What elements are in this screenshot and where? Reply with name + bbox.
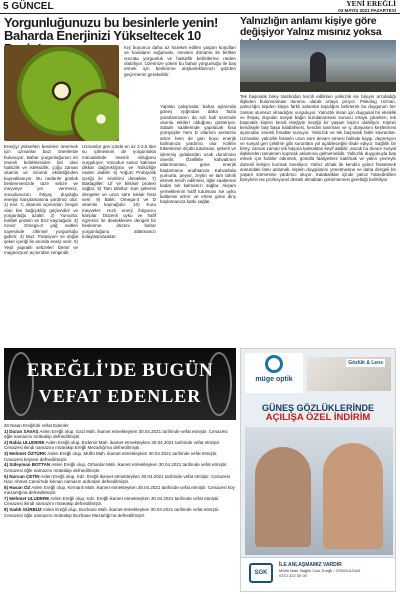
obituary-banner bbox=[4, 348, 236, 420]
banner-line-1: EREĞLİ'DE BUGÜN bbox=[26, 360, 214, 381]
lonely-person-photo bbox=[240, 40, 396, 92]
ad-line-2: AÇILIŞA ÖZEL İNDİRİM bbox=[265, 412, 371, 423]
ad-contact: İLE ANLAŞMAMIZ VARDIR Müftü Mah. Bağlık Cad. Ereğli / ZONGULDAK 0372 322 00 00 bbox=[279, 562, 361, 578]
list-item: 5) Nurcan ÇETİN Aslen Ereğli olup, Kdz. Ereğli ikamet etmekteyken 30.04.2021 tarihinde vefat etmiştir. Cenazesi Hacı Ahmet Camii'nde kılınan namazın ardından defnedilmiştir. bbox=[4, 473, 230, 484]
list-item: 2) Rabia ULUDERE Aslen Ereğli olup, Erdemir Mah. ikamet etmekteyken 30.04.2021 tarihinde vefat etmiştir. Cenazesi ikindi namazını müteakip Ereğli Mezarlığı'na defnedilmiştir. bbox=[4, 440, 221, 451]
main-column-2: Uzmanlar gün içinde en az 2-2,5 litre su içilmesinin de yorgunlukla mücadelede önemli olduğunu vurguluyor. Vücudun susuz kalması dikkat dağınıklığına ve halsizliğe neden olabilir. 6) Yoğurt: Probiyotik içeriği ile sindirimi destekler. 7) Baklagiller: Lif ve bitkisel protein sağlar. 8) Tam tahıllar: Kan şekerini dengeler ve uzun süre tokluk hissi verir. 9) Balık: Omega-3 ve D vitamini kaynağıdır. 10) Kuru meyveler: Hızlı enerji ihtiyacını karşılar. Düzenli uyku ve hafif egzersiz ile desteklenen dengeli bir beslenme düzeni bahar yorgunluğunu atlatmanızı kolaylaştıracaktır. bbox=[82, 144, 156, 240]
sgk-logo: SGK bbox=[249, 563, 273, 583]
eye-logo-icon bbox=[265, 355, 283, 373]
ad-line-1: GÜNEŞ GÖZLÜKLERİNDE bbox=[261, 403, 374, 413]
ad-tag: Gözlük & Lens bbox=[348, 360, 383, 366]
list-item: 8) Sadık GÜRBÜZ Aslen Ereğli olup, Bozhane Mah. ikamet etmekteyken 30.04.2021 tarihinde vefat etmiştir. Cenazesi öğle namazını müteakip Bozhane Mezarlığı'na defnedilmiştir. bbox=[4, 507, 220, 518]
optik-logo bbox=[245, 353, 303, 393]
list-item: 4) Süleyman BOTTAN Aslen Ereğli olup, Orhanlar Mah. ikamet etmekteyken 30.04.2021 tarihinde vefat etmiştir. Cenazesi öğle namazını müteakip defnedilmiştir. bbox=[4, 462, 228, 473]
glasses-photo bbox=[307, 357, 391, 391]
main-lead: Kış boyunca daha az hareket edilen yaşam koşulları ve havaların soğuması, mevsim dönümü ile birlikte vücutta yorgunluk ve halsizlik belirtilerine neden olabiliyor. Üzerinize çöken bu bahar yorgunluğu ile baş etmek için beslenme alışkanlıklarınızı gözden geçirmeniz gerekebilir. bbox=[124, 45, 236, 77]
page-header bbox=[0, 0, 400, 14]
list-item: 3) Mehmet ÖZTÜRK Aslen Ereğli olup, Müftü Mah. ikamet etmekteyken 30.04.2021 tarihinde vefat etmiştir. Cenazesi köyüne defnedilmiştir. bbox=[4, 451, 218, 462]
banner-line-2: VEFAT EDENLER bbox=[38, 386, 202, 406]
optician-advertisement bbox=[240, 348, 396, 592]
side-headline: Yalnızlığın anlamı kişiye göre değişiyor Yalnız mısınız yoksa bbox=[240, 15, 382, 38]
kiwi-photo bbox=[4, 45, 119, 141]
main-headline: Yorgunluğunuzu bu besinlerle yenin! Baharda Enerjinizi Yükseltecek 10 bbox=[4, 15, 218, 43]
list-item: 6) Hasan ÖZ Aslen Ereğli olup, Kirmanlı Mah. ikamet etmekteyken 30.04.2021 tarihinde vefat etmiştir. Cenazesi köy mezarlığına defnedilmiştir. bbox=[4, 484, 235, 496]
page-number: 5 GÜNCEL bbox=[3, 1, 54, 12]
list-item: 1) Duran SAVAŞ Aslen Ereğli olup, Gazi Mah. ikamet etmekteyken 30.04.2021 tarihinde vefat etmiştir. Cenazesi öğle namazını müteakip defnedilmiştir. bbox=[4, 428, 228, 440]
ad-footer bbox=[241, 557, 395, 591]
obituary-list bbox=[4, 423, 236, 591]
list-item: 7) Mehmet ULUDERE Aslen Ereğli olup, Kdz. Ereğli ikamet etmekteyken 30.04.2021 tarihinde vefat etmiştir. Cenazesi ikindi namazını müteakip defnedilmiştir. bbox=[4, 495, 220, 507]
obituary-heading: 30 Nisan Ereğli'de Vefat Edenler bbox=[4, 423, 69, 428]
main-column-1: Enerjiyi yükselten besinleri önermek için uzmanlar bazı önerilerde bulunuyor. Bahar yorgunluğunun en önemli belirtilerinden biri olan halsizlik ve isteksizlik, çoğu zaman vitamin ve mineral eksikliğinden kaynaklanıyor. Bu nedenle günlük beslenmenizde taze sebze ve meyveye yer vermeniz, vücudunuzun ihtiyaç duyduğu enerjiyi karşılamasına yardımcı olur. 1) Kivi: C vitamini açısından zengin olan kivi bağışıklığı güçlendirir ve yorgunluğu azaltır. 2) Yumurta: Kaliteli protein ve B12 kaynağıdır. 3) Ceviz: Omega-3 yağ asitleri sayesinde zihinsel yorgunluğu giderir. 4) Muz: Potasyum ve doğal şeker içeriği ile anında enerji verir. 5) Yeşil yapraklı sebzeler: Demir ve magnezyum açısından zengindir. bbox=[4, 144, 78, 255]
masthead: YENİ EREĞLİ 03 MAYIS 2021 PAZARTESİ bbox=[338, 0, 396, 13]
main-column-3: Yapılan çalışmalar, bahar aylarında güneş ışığından daha fazla yararlanmanın da ruh hali üzerinde olumlu etkileri olduğunu gösteriyor. Sabah saatlerinde yapılacak kısa yürüyüşler hem D vitamini sentezini artırır hem de gün boyu enerjik kalmanıza yardımcı olur. Kafein tüketiminin ölçülü tutulması, şekerli ve işlenmiş gıdalardan uzak durulması önerilir. Özellikle kahvaltının atlanmaması, güne enerjik başlamanın anahtarıdır. Kahvaltıda yumurta, peynir, zeytin ve tam tahıllı ekmek tercih edilmesi, öğle saatlerine kadar tok kalmanızı sağlar. Akşam yemeklerinin hafif tutulması ise uyku kalitesini artırır ve ertesi güne dinç başlamanıza katkı sağlar. bbox=[160, 104, 236, 205]
models-photo bbox=[245, 427, 393, 555]
brand-name: müge optik bbox=[255, 376, 293, 383]
side-article-body: Tek başınalık birey tarafından tercih edilirken yalnızlık ise bireyin arzuladığı ilişkiden bulunmaması durumu olarak ortaya çıkıyor. Psikolog Uzman, yalnızlığın kişiden kişiye farklı anlamlar taşıdığını belirterek bu duygunun her zaman olumsuz olmadığını vurguluyor. Yalnızlık insan için duygusal bir eksiklik ve ihtiyaç duyulan sosyal bağın kurulamaması sonucu ortaya çıkarken, tek başınalık kişinin kendi isteğiyle seçtiği bir yaşam biçimi olabiliyor. Kişinin kendisiyle baş başa kalabilmesi, kendini tanıması ve iç dünyasını keşfetmesi açısından önemli fırsatlar sunuyor. Yalnızlık ve tek başınalık farklı kavramlar. Uzmanlar, yalnızlık hissinin uzun süre devam etmesi halinde kaygı, depresyon ve sosyal geri çekilme gibi sorunlara yol açabileceğini ifade ediyor. Sağlıklı bir birey, zaman zaman tek başına kalmaktan keyif alabilir, ancak bu durum sosyal ilişkilerden tamamen kopmak anlamına gelmemelidir. Yalnızlık duygusuyla baş etmek için hobiler edinmek, gönüllü faaliyetlere katılmak ve yakın çevreyle düzenli iletişim kurmak öneriliyor. Yalnız olmak ile kendini yalnız hissetmek arasındaki farkı anlamak, kişinin duygularını yönetmesine ve daha dengeli bir yaşam sürmesine yardımcı oluyor. Kalabalıklar içinde yalnız hissedebilen bireylerin ise profesyonel destek almaktan çekinmemesi gerektiği belirtiliyor. bbox=[240, 94, 396, 183]
issue-date: 03 MAYIS 2021 PAZARTESİ bbox=[338, 8, 396, 13]
